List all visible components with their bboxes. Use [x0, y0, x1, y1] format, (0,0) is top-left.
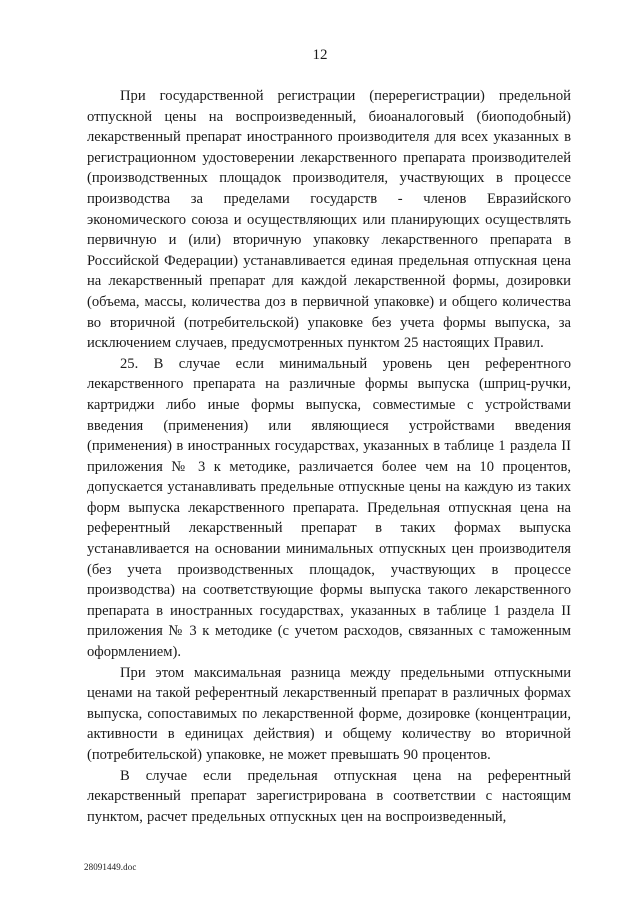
paragraph: В случае если предельная отпускная цена на референтный лекарственный препарат зарегистрирована в соответствии с настоящим пунктом, расчет предельных отпускных цен на воспроизведенный, — [87, 767, 571, 825]
paragraph: 25. В случае если минимальный уровень цен референтного лекарственного препарата на различные формы выпуска (шприц-ручки, картриджи либо иные формы выпуска, совместимые с устройствами введения (применения) или являющиеся устройствами введения (применения) в иностранных государствах, указанных в таблице 1 раздела II приложения № 3 к методике, различается более чем на 10 процентов, допускается устанавливать предельные отпускные цены на каждую из таких форм выпуска лекарственного препарата. Предельная отпускная цена на референтный лекарственный препарат в таких формах выпуска устанавливается на основании минимальных отпускных цен производителя (без учета производственных площадок, участвующих в процессе производства) на соответствующие формы выпуска такого лекарственного препарата в иностранных государствах, указанных в таблице 1 раздела II приложения № 3 к методике (с учетом расходов, связанных с таможенным оформлением). — [87, 355, 571, 661]
footer-filename: 28091449.doc — [84, 862, 137, 872]
paragraph: При государственной регистрации (перерегистрации) предельной отпускной цены на воспроизведенный, биоаналоговый (биоподобный) лекарственный препарат иностранного производителя для всех указанных в регистрационном удостоверении лекарственного препарата производителей (производственных площадок производителя, участвующих в процессе производства за пределами государств - членов Евразийского экономического союза и осуществляющих или планирующих осуществлять первичную и (или) вторичную упаковку лекарственного препарата в Российской Федерации) устанавливается единая предельная отпускная цена на лекарственный препарат для каждой лекарственной формы, дозировки (объема, массы, количества доз в первичной упаковке) и общего количества во вторичной (потребительской) упаковке без учета формы выпуска, за исключением случаев, предусмотренных пунктом 25 настоящих Правил. — [87, 88, 571, 352]
page-number: 12 — [312, 47, 328, 63]
paragraph: При этом максимальная разница между предельными отпускными ценами на такой референтный лекарственный препарат в различных формах выпуска, сопоставимых по лекарственной форме, дозировке (концентрации, активности в единицах действия) и общему количеству во вторичной (потребительской) упаковке, не может превышать 90 процентов. — [87, 664, 571, 763]
document-body — [87, 86, 571, 827]
